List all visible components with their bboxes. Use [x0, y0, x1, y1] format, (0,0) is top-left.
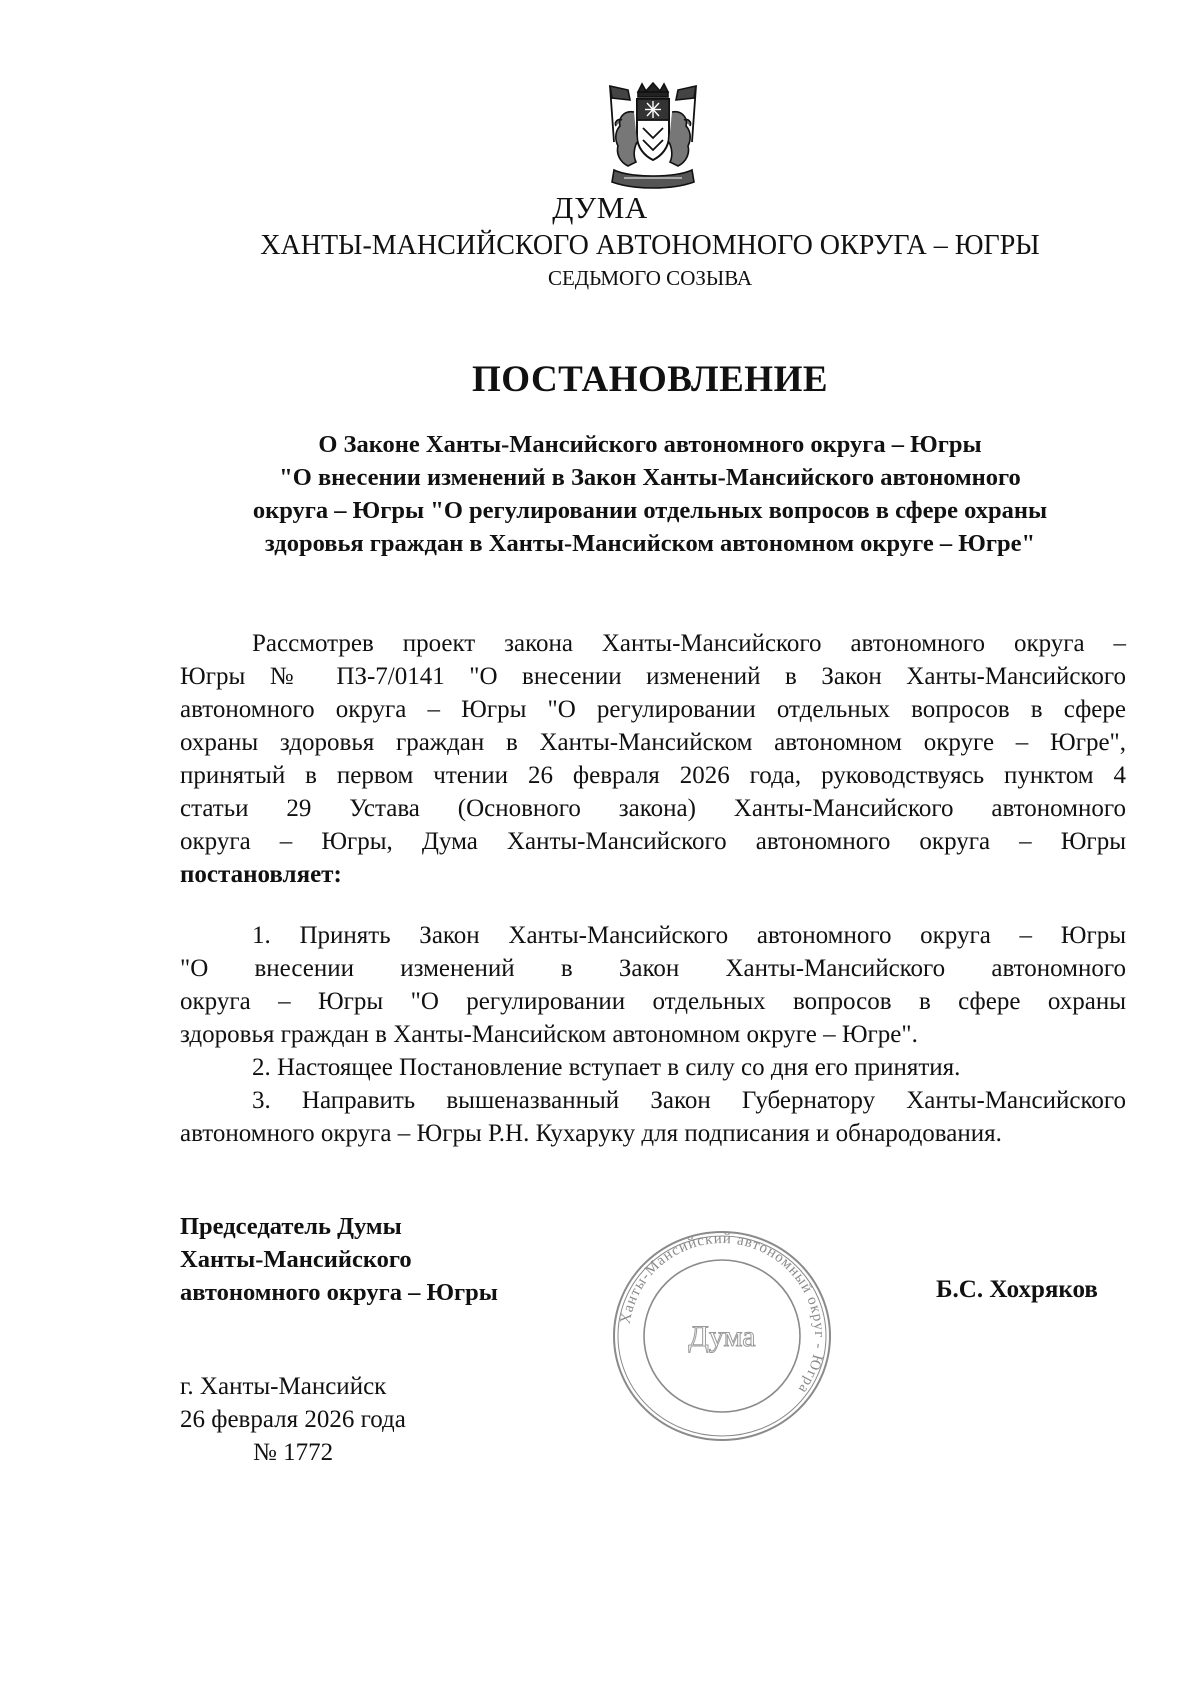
preamble-line: Рассмотрев проект закона Ханты-Мансийского автономного округа –: [252, 630, 1126, 657]
item2: 2. Настоящее Постановление вступает в силу со дня его принятия.: [252, 1054, 961, 1081]
item3-line: 3. Направить вышеназванный Закон Губернатору Ханты-Мансийского: [252, 1087, 1126, 1114]
preamble-line: автономного округа – Югры "О регулировании отдельных вопросов в сфере: [180, 696, 1126, 723]
signatory-title: [180, 1210, 498, 1309]
coat-of-arms-icon: [600, 82, 706, 194]
preamble-line: округа – Югры, Дума Ханты-Мансийского автономного округа – Югры: [180, 828, 1126, 855]
svg-text:Ханты-Мансийский автономный ок: Ханты-Мансийский автономный округ - Югра: [617, 1230, 828, 1397]
resolves-word: постановляет:: [180, 861, 342, 888]
signatory-title-line: Ханты-Мансийского: [180, 1246, 412, 1273]
preamble-paragraph: [180, 627, 1126, 891]
item3-line: автономного округа – Югры Р.Н. Кухаруку для подписания и обнародования.: [180, 1120, 1002, 1147]
subject-line: здоровья граждан в Ханты-Мансийском автономном округе – Югре": [264, 530, 1036, 557]
document-number: № 1772: [253, 1439, 334, 1466]
preamble-line: охраны здоровья граждан в Ханты-Мансийском автономном округе – Югре",: [180, 729, 1126, 756]
preamble-line: Югры № ПЗ-7/0141 "О внесении изменений в Закон Ханты-Мансийского: [180, 663, 1126, 690]
preamble-line: статьи 29 Устава (Основного закона) Ханты-Мансийского автономного: [180, 795, 1126, 822]
org-name-line1: ДУМА: [552, 190, 648, 225]
item1-line: "О внесении изменений в Закон Ханты-Мансийского автономного: [180, 955, 1126, 982]
subject-line: "О внесении изменений в Закон Ханты-Мансийского автономного: [279, 464, 1021, 491]
preamble-line: принятый в первом чтении 26 февраля 2026 года, руководствуясь пунктом 4: [180, 762, 1126, 789]
date: 26 февраля 2026 года: [180, 1406, 406, 1433]
official-stamp: [610, 1228, 834, 1444]
document-subject: [175, 428, 1125, 560]
org-convocation: СЕДЬМОГО СОЗЫВА: [547, 266, 753, 290]
item1-line: 1. Принять Закон Ханты-Мансийского автономного округа – Югры: [252, 922, 1126, 949]
place: г. Ханты-Мансийск: [180, 1373, 387, 1400]
item1-line: округа – Югры "О регулировании отдельных вопросов в сфере охраны: [180, 988, 1126, 1015]
org-name-line2: ХАНТЫ-МАНСИЙСКОГО АВТОНОМНОГО ОКРУГА – ЮГРЫ: [260, 230, 1040, 261]
document-type-title: ПОСТАНОВЛЕНИЕ: [471, 359, 829, 400]
item1-line: здоровья граждан в Ханты-Мансийском автономном округе – Югре".: [180, 1021, 918, 1048]
svg-text:Дума: Дума: [688, 1320, 756, 1353]
signatory-name: Б.С. Хохряков: [936, 1276, 1098, 1303]
document-footer: [180, 1370, 406, 1469]
subject-line: округа – Югры "О регулировании отдельных вопросов в сфере охраны: [252, 497, 1048, 524]
subject-line: О Законе Ханты-Мансийского автономного округа – Югры: [318, 431, 982, 458]
signatory-title-line: Председатель Думы: [180, 1213, 402, 1240]
resolution-items: [180, 919, 1126, 1150]
signatory-title-line: автономного округа – Югры: [180, 1279, 498, 1306]
